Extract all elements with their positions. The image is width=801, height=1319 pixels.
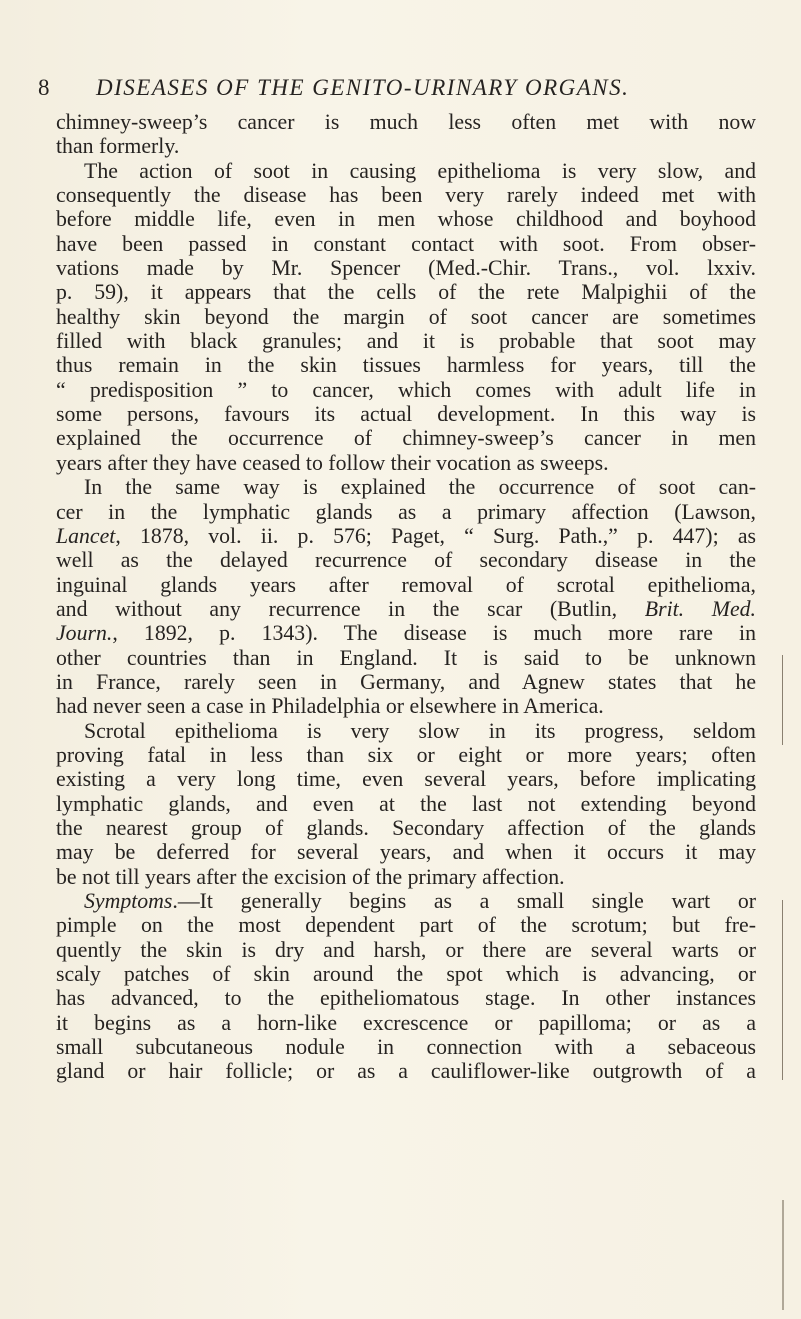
text-line: has advanced, to the epitheliomatous stage. In other instances xyxy=(56,986,756,1011)
running-title: DISEASES OF THE GENITO-URINARY ORGANS. xyxy=(96,75,630,100)
page-header xyxy=(38,75,758,111)
text-line: The action of soot in causing epithelioma is very slow, and xyxy=(84,158,756,183)
text-line: Scrotal epithelioma is very slow in its progress, seldom xyxy=(84,718,756,743)
text-line: consequently the disease has been very rarely indeed met with xyxy=(56,183,756,208)
text-line: healthy skin beyond the margin of soot cancer are sometimes xyxy=(56,304,756,329)
text-line: pimple on the most dependent part of the scrotum; but fre- xyxy=(56,913,756,938)
text-line: small subcutaneous nodule in connection with a sebaceous xyxy=(56,1035,756,1060)
text-line: and without any recurrence in the scar (Butlin, Brit. Med. xyxy=(56,596,756,621)
text-line: vations made by Mr. Spencer (Med.-Chir. Trans., vol. lxxiv. xyxy=(56,256,756,281)
text-line: some persons, favours its actual development. In this way is xyxy=(56,402,756,427)
text-line: had never seen a case in Philadelphia or elsewhere in America. xyxy=(56,694,604,719)
text-line: Journ., 1892, p. 1343). The disease is much more rare in xyxy=(56,621,756,646)
text-line: than formerly. xyxy=(56,134,180,159)
text-line: filled with black granules; and it is probable that soot may xyxy=(56,329,756,354)
page-edge-mark xyxy=(782,900,795,1080)
text-line: in France, rarely seen in Germany, and Agnew states that he xyxy=(56,669,756,694)
text-line: inguinal glands years after removal of scrotal epithelioma, xyxy=(56,572,756,597)
text-line: existing a very long time, even several years, before implicating xyxy=(56,767,756,792)
page-edge-mark xyxy=(782,1200,796,1310)
body-text xyxy=(56,110,756,1084)
text-line: be not till years after the excision of the primary affection. xyxy=(56,864,565,889)
text-line: may be deferred for several years, and when it occurs it may xyxy=(56,840,756,865)
text-line: years after they have ceased to follow their vocation as sweeps. xyxy=(56,450,609,475)
text-line: Symptoms.—It generally begins as a small single wart or xyxy=(84,889,756,913)
text-line: Lancet, 1878, vol. ii. p. 576; Paget, “ Surg. Path.,” p. 447); as xyxy=(56,523,756,548)
text-line: “ predisposition ” to cancer, which comes with adult life in xyxy=(56,377,756,402)
page-number: 8 xyxy=(38,75,50,100)
text-line: chimney-sweep’s cancer is much less often met with now xyxy=(56,110,756,134)
text-line: other countries than in England. It is said to be unknown xyxy=(56,645,756,670)
text-line: proving fatal in less than six or eight or more years; often xyxy=(56,742,756,767)
text-line: thus remain in the skin tissues harmless for years, till the xyxy=(56,353,756,378)
text-line: before middle life, even in men whose childhood and boyhood xyxy=(56,207,756,232)
text-line: quently the skin is dry and harsh, or there are several warts or xyxy=(56,937,756,962)
text-line: have been passed in constant contact with soot. From obser- xyxy=(56,231,756,256)
text-line: cer in the lymphatic glands as a primary affection (Lawson, xyxy=(56,499,756,524)
text-line: gland or hair follicle; or as a cauliflower-like outgrowth of a xyxy=(56,1059,756,1084)
text-line: p. 59), it appears that the cells of the rete Malpighii of the xyxy=(56,280,756,305)
text-line: the nearest group of glands. Secondary affection of the glands xyxy=(56,815,756,840)
page-edge-mark xyxy=(782,655,795,745)
text-line: In the same way is explained the occurrence of soot can- xyxy=(84,475,756,500)
text-line: it begins as a horn-like excrescence or papilloma; or as a xyxy=(56,1010,756,1035)
text-line: explained the occurrence of chimney-sweep’s cancer in men xyxy=(56,426,756,451)
text-line: well as the delayed recurrence of secondary disease in the xyxy=(56,548,756,573)
text-line: scaly patches of skin around the spot which is advancing, or xyxy=(56,962,756,987)
text-line: lymphatic glands, and even at the last not extending beyond xyxy=(56,791,756,816)
